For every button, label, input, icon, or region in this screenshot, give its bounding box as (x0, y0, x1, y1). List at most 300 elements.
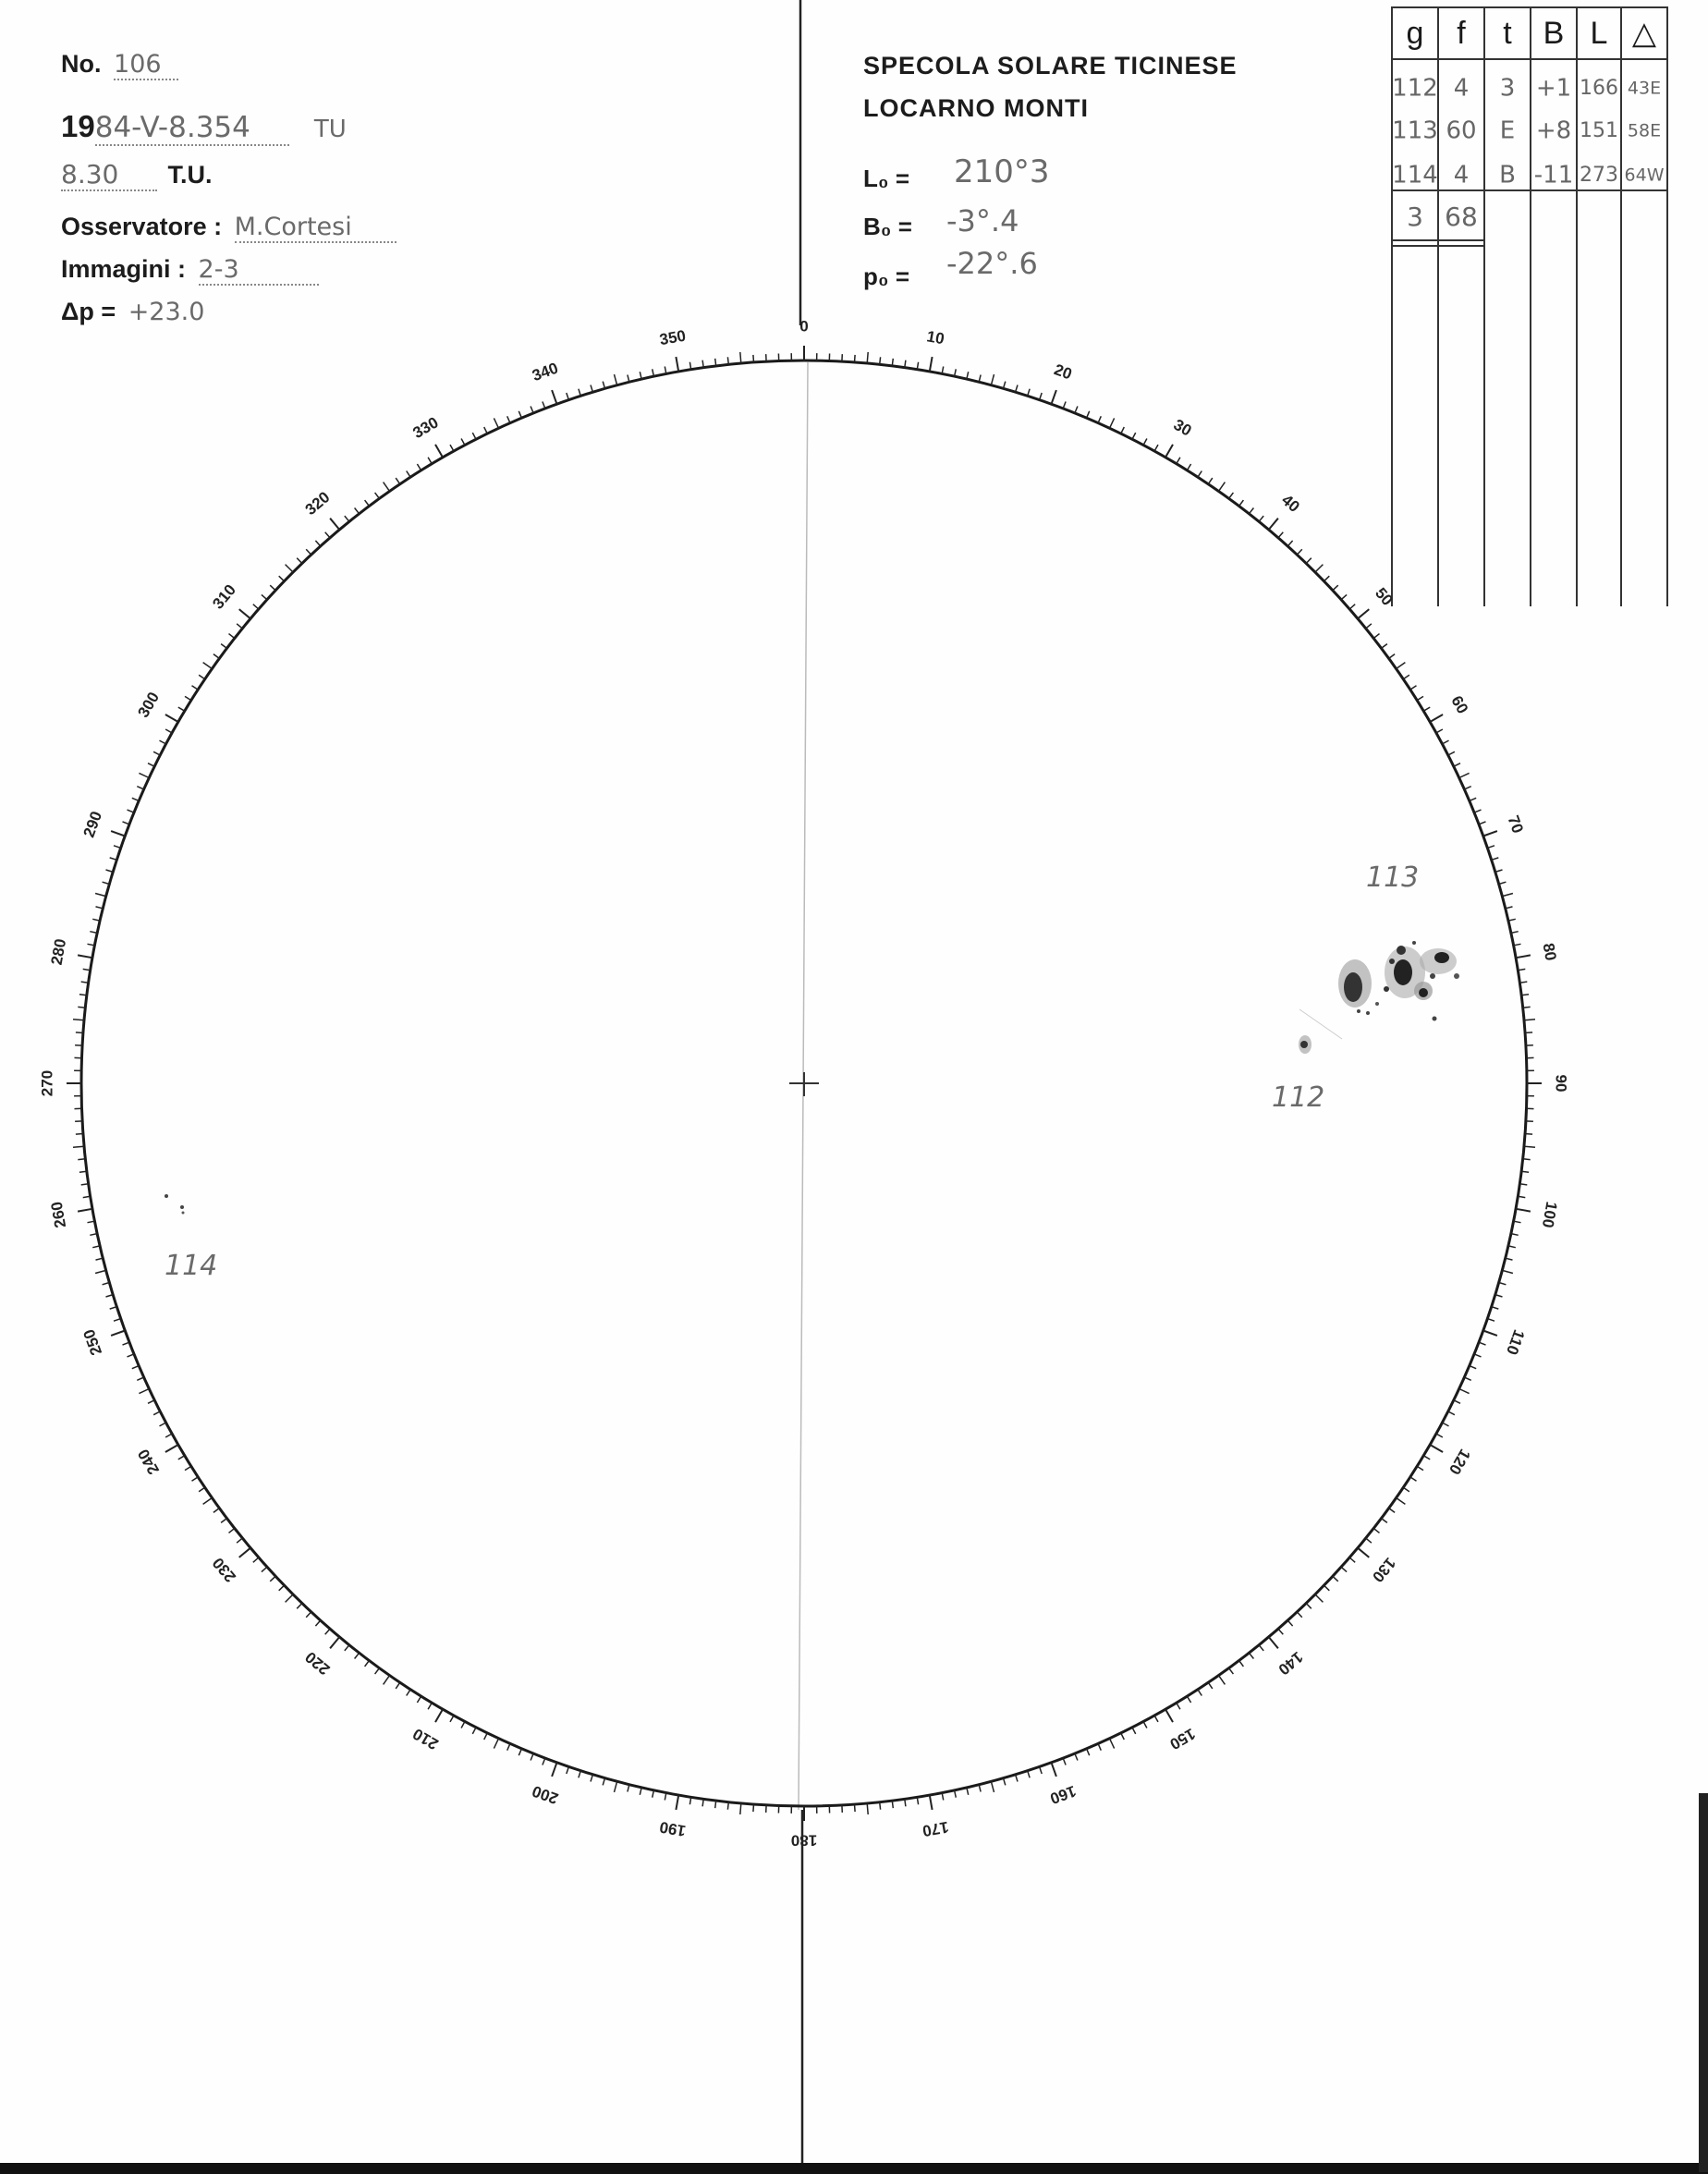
degree-tick (1508, 1246, 1516, 1248)
degree-tick (1087, 411, 1090, 418)
degree-tick (1516, 955, 1531, 958)
degree-tick (1366, 1538, 1372, 1543)
table-cell: 4 (1453, 74, 1470, 103)
degree-tick (1075, 407, 1078, 413)
degree-tick (123, 822, 129, 824)
degree-tick (221, 1519, 226, 1523)
degree-tick (315, 1620, 320, 1626)
degree-tick (967, 372, 969, 379)
degree-tick (1269, 519, 1278, 530)
degree-tick (1208, 1682, 1213, 1689)
degree-tick (991, 374, 994, 385)
degree-tick (375, 493, 380, 498)
degree-tick (472, 1728, 476, 1734)
degree-tick (1198, 471, 1202, 478)
degree-tick (1306, 558, 1312, 564)
degree-tick (178, 1456, 185, 1460)
degree-tick (160, 740, 166, 744)
degree-tick (114, 846, 121, 849)
degree-tick (199, 675, 205, 679)
degree-tick (1436, 1434, 1443, 1437)
degree-tick (428, 1703, 432, 1709)
degree-tick (153, 751, 160, 755)
degree-tick (855, 355, 856, 362)
degree-tick (1366, 624, 1372, 629)
degree-tick (484, 427, 488, 434)
table-cell: 151 (1580, 119, 1618, 142)
degree-tick (192, 686, 199, 690)
degree-tick (148, 1400, 154, 1404)
degree-tick (345, 516, 349, 521)
degree-tick (1525, 1032, 1532, 1033)
degree-tick (1483, 1331, 1497, 1336)
degree-tick (114, 1319, 121, 1322)
degree-tick (472, 433, 476, 439)
degree-tick (384, 482, 390, 492)
delta-p-value: +23.0 (128, 298, 205, 326)
degree-tick (1187, 464, 1190, 470)
degree-tick (286, 565, 293, 572)
degree-tick (640, 1788, 641, 1795)
degree-tick (253, 605, 259, 609)
degree-tick (1502, 1270, 1513, 1273)
degree-tick (1177, 458, 1180, 464)
degree-tick (552, 390, 556, 404)
degree-tick (1417, 1466, 1423, 1470)
degree-tick (384, 1676, 390, 1685)
angle-label: 330 (409, 413, 442, 443)
table-cell: 114 (1392, 161, 1438, 189)
degree-tick (1198, 1690, 1202, 1696)
degree-tick (1479, 1342, 1485, 1345)
degree-tick (237, 624, 242, 629)
angle-label: 100 (1538, 1200, 1561, 1229)
angle-label: 120 (1445, 1446, 1474, 1478)
degree-tick (1259, 516, 1263, 521)
table-cell: 112 (1392, 74, 1438, 103)
degree-tick (1389, 1508, 1395, 1513)
angle-label: 340 (530, 359, 561, 385)
degree-tick (1430, 714, 1443, 722)
degree-tick (330, 519, 339, 530)
angle-label: 160 (1047, 1781, 1079, 1808)
degree-tick (967, 1788, 969, 1795)
degree-tick (1229, 493, 1234, 498)
degree-tick (1333, 1576, 1338, 1582)
data-table-text (1392, 16, 1665, 232)
degree-tick (867, 1803, 868, 1814)
degree-tick (531, 1753, 533, 1760)
observer-label: Osservatore : (61, 213, 223, 240)
table-cell: 273 (1580, 164, 1618, 187)
degree-tick (325, 1629, 330, 1634)
degree-tick (1341, 1567, 1347, 1571)
degree-tick (229, 1528, 235, 1533)
observer-value: M.Cortesi (235, 213, 396, 243)
degree-tick (1287, 1620, 1292, 1626)
degree-tick (435, 1709, 443, 1722)
degree-tick (567, 393, 569, 400)
degree-tick (1403, 1487, 1409, 1492)
degree-tick (1382, 644, 1387, 649)
angle-label: 200 (530, 1781, 561, 1808)
degree-tick (1269, 1637, 1278, 1648)
angle-label: 280 (47, 937, 70, 967)
degree-tick (979, 1785, 981, 1792)
degree-tick (1349, 1557, 1355, 1562)
time-suffix: T.U. (167, 161, 213, 189)
degree-tick (1154, 445, 1158, 451)
degree-tick (1410, 1477, 1417, 1481)
degree-tick (76, 1032, 83, 1033)
degree-tick (753, 355, 754, 362)
table-header-cell: g (1406, 15, 1424, 51)
degree-tick (435, 445, 443, 458)
pencil-guide-mark (1299, 1009, 1342, 1039)
degree-tick (1397, 1498, 1406, 1505)
degree-tick (417, 1696, 421, 1703)
degree-tick (355, 508, 360, 514)
table-cell: E (1499, 116, 1516, 145)
degree-tick (1448, 751, 1455, 755)
date-value: 84-V-8.354 (95, 111, 289, 146)
degree-tick (270, 1576, 275, 1582)
degree-tick (407, 471, 410, 478)
p0-value: -22°.6 (946, 246, 1038, 281)
degree-tick (979, 375, 981, 383)
table-total-cell: 3 (1407, 202, 1423, 232)
angle-label: 30 (1170, 415, 1195, 440)
degree-tick (237, 1538, 242, 1543)
degree-tick (123, 1342, 129, 1345)
degree-tick (1208, 478, 1213, 484)
table-total-cell: 68 (1445, 202, 1478, 232)
table-cell: -11 (1533, 161, 1574, 189)
degree-tick (1075, 1753, 1078, 1760)
degree-tick (1278, 532, 1283, 538)
degree-tick (1121, 427, 1125, 434)
angle-label: 260 (47, 1200, 70, 1229)
degree-tick (1464, 787, 1470, 789)
degree-tick (867, 352, 868, 363)
degree-tick (1098, 416, 1101, 422)
degree-tick (461, 439, 465, 446)
degree-tick (880, 357, 881, 364)
degree-tick (297, 558, 302, 564)
degree-tick (1229, 1668, 1234, 1674)
degree-tick (1487, 846, 1494, 849)
angle-label: 110 (1503, 1327, 1529, 1358)
degree-tick (76, 1134, 83, 1135)
degree-tick (132, 798, 139, 800)
date-suffix: TU (313, 116, 347, 143)
angle-label: 170 (921, 1817, 950, 1840)
angle-label: 180 (790, 1831, 818, 1850)
table-cell: 43E (1627, 78, 1662, 99)
group-label-114: 114 (165, 1250, 218, 1282)
degree-tick (1239, 500, 1244, 506)
degree-tick (139, 773, 149, 777)
institution-line1: SPECOLA SOLARE TICINESE (863, 52, 1238, 79)
degree-tick (78, 1007, 85, 1008)
degree-tick (715, 359, 716, 366)
angle-label: 40 (1278, 491, 1303, 516)
degree-tick (1187, 1696, 1190, 1703)
scan-bottom-edge (0, 2163, 1708, 2174)
degree-tick (531, 407, 533, 413)
degree-tick (676, 1795, 678, 1810)
delta-p-label: Δp = (61, 298, 116, 325)
sunspot-group-113 (1338, 941, 1459, 1021)
degree-tick (1430, 1445, 1443, 1452)
degree-tick (1297, 549, 1302, 555)
degree-tick (892, 1801, 893, 1808)
degree-tick (270, 585, 275, 591)
degree-tick (1487, 1319, 1494, 1322)
degree-tick (880, 1802, 881, 1810)
angle-label: 250 (79, 1326, 106, 1358)
degree-tick (628, 375, 629, 383)
degree-tick (991, 1781, 994, 1792)
degree-tick (1454, 763, 1460, 767)
degree-tick (214, 1508, 219, 1513)
sheet-number-value: 106 (114, 50, 178, 80)
degree-tick (325, 532, 330, 538)
degree-tick (450, 445, 454, 451)
sunspot-group-114 (165, 1194, 185, 1215)
degree-tick (165, 714, 178, 722)
degree-tick (111, 1331, 125, 1336)
degree-tick (676, 357, 678, 372)
degree-tick (185, 696, 191, 700)
degree-tick (1521, 1171, 1529, 1172)
degree-tick (543, 402, 545, 409)
degree-tick (95, 1270, 106, 1273)
degree-tick (461, 1722, 465, 1728)
degree-tick (1154, 1716, 1158, 1722)
degree-tick (930, 1795, 933, 1810)
degree-tick (1341, 594, 1347, 599)
degree-tick (1052, 1763, 1056, 1777)
degree-tick (1110, 418, 1115, 428)
degree-tick (552, 1763, 556, 1777)
degree-tick (1333, 585, 1338, 591)
degree-tick (1349, 605, 1355, 609)
angle-label: 50 (1372, 584, 1397, 609)
degree-tick (1315, 565, 1323, 572)
degree-tick (615, 374, 617, 385)
table-header-cell: L (1590, 15, 1608, 51)
degree-tick (214, 654, 219, 659)
degree-tick (306, 1612, 311, 1618)
degree-tick (1459, 1389, 1470, 1394)
degree-tick (1454, 1400, 1460, 1404)
degree-tick (297, 1604, 302, 1609)
angle-label: 230 (209, 1554, 240, 1586)
degree-tick (279, 576, 285, 581)
degree-tick (279, 1585, 285, 1591)
B0-label: B₀ = (863, 213, 912, 240)
degree-tick (132, 1366, 139, 1369)
degree-tick (1459, 773, 1470, 777)
degree-tick (239, 609, 250, 618)
degree-tick (1324, 1585, 1330, 1591)
L0-label: L₀ = (863, 165, 910, 192)
degree-tick (1040, 393, 1043, 400)
degree-tick (1525, 1134, 1532, 1135)
table-header-cell: B (1543, 15, 1565, 51)
degree-tick (715, 1801, 716, 1808)
degree-tick (92, 1246, 100, 1248)
degree-tick (1132, 1728, 1136, 1734)
degree-tick (1052, 390, 1056, 404)
degree-tick (79, 1171, 87, 1172)
degree-tick (1464, 1377, 1470, 1380)
degree-tick (1436, 729, 1443, 733)
degree-tick (396, 1682, 400, 1689)
degree-tick (1259, 1645, 1263, 1651)
sunspot-group-112 (1299, 1035, 1312, 1054)
degree-tick (96, 1258, 104, 1260)
degree-tick (543, 1758, 545, 1765)
degree-tick (1506, 1258, 1513, 1260)
degree-tick (407, 1690, 410, 1696)
degree-tick (628, 1785, 629, 1792)
table-cell: 60 (1446, 116, 1477, 145)
degree-tick (185, 1466, 191, 1470)
degree-tick (1443, 740, 1449, 744)
degree-tick (1443, 1423, 1449, 1426)
degree-tick (78, 1159, 85, 1160)
degree-tick (892, 359, 893, 366)
degree-tick (753, 1804, 754, 1812)
degree-tick (153, 1411, 160, 1415)
degree-tick (1474, 1354, 1481, 1357)
degree-tick (178, 707, 185, 711)
degree-tick (1297, 1612, 1302, 1618)
degree-tick (160, 1423, 166, 1426)
degree-tick (1040, 1766, 1043, 1774)
degree-tick (262, 594, 267, 599)
degree-tick (128, 1354, 134, 1357)
degree-tick (1278, 1629, 1283, 1634)
degree-tick (92, 919, 100, 921)
degree-tick (1063, 402, 1066, 409)
angle-label: 310 (209, 580, 240, 613)
degree-tick (1063, 1758, 1066, 1765)
degree-tick (1423, 707, 1430, 711)
degree-tick (203, 1498, 213, 1505)
angle-label: 240 (134, 1446, 164, 1478)
degree-tick (165, 1445, 178, 1452)
degree-tick (365, 500, 370, 506)
degree-tick (375, 1668, 380, 1674)
degree-tick (396, 478, 400, 484)
degree-tick (1110, 1739, 1115, 1749)
degree-tick (128, 810, 134, 812)
degree-tick (1524, 1146, 1535, 1147)
degree-tick (1358, 609, 1369, 618)
degree-tick (165, 1434, 172, 1437)
table-header-cell: t (1503, 15, 1512, 51)
degree-tick (450, 1716, 454, 1722)
degree-tick (428, 458, 432, 464)
degree-tick (518, 1749, 521, 1755)
degree-tick (567, 1766, 569, 1774)
degree-tick (1165, 445, 1173, 458)
degree-tick (239, 1548, 250, 1557)
degree-tick (1523, 1007, 1531, 1008)
institution-line2: LOCARNO MONTI (863, 94, 1089, 122)
table-cell: 4 (1453, 161, 1470, 189)
degree-tick (1403, 675, 1409, 679)
degree-tick (1143, 1722, 1147, 1728)
degree-tick (96, 907, 104, 909)
degree-tick (1479, 822, 1485, 824)
degree-tick (262, 1567, 267, 1571)
degree-tick (417, 464, 421, 470)
degree-tick (1448, 1411, 1455, 1415)
degree-tick (1358, 1548, 1369, 1557)
degree-tick (315, 541, 320, 546)
degree-tick (1516, 1209, 1531, 1212)
degree-tick (1132, 433, 1136, 439)
degree-tick (1389, 654, 1395, 659)
degree-tick (221, 644, 226, 649)
table-header-cell: f (1457, 15, 1466, 51)
degree-tick (1373, 634, 1379, 639)
degree-tick (137, 1377, 143, 1380)
angle-label: 90 (1552, 1074, 1570, 1093)
degree-tick (148, 763, 154, 767)
degree-tick (229, 634, 235, 639)
degree-tick (306, 549, 311, 555)
table-cell: 64W (1624, 165, 1665, 186)
time-value: 8.30 (61, 159, 157, 191)
sheet-number-label: No. (61, 50, 102, 78)
table-cell: 58E (1627, 120, 1662, 141)
angle-label: 10 (925, 327, 946, 348)
degree-tick (1098, 1743, 1101, 1750)
degree-tick (1249, 508, 1253, 514)
angle-label: 270 (38, 1069, 56, 1097)
degree-tick (1382, 1519, 1387, 1523)
degree-tick (1249, 1653, 1253, 1658)
degree-tick (330, 1637, 339, 1648)
degree-tick (78, 1209, 92, 1212)
degree-tick (1474, 810, 1481, 812)
degree-tick (1324, 576, 1330, 581)
degree-tick (73, 1146, 84, 1147)
degree-tick (727, 1802, 728, 1810)
table-cell: +1 (1535, 74, 1572, 103)
angle-label: 210 (409, 1724, 442, 1753)
degree-tick (1143, 439, 1147, 446)
degree-tick (1087, 1749, 1090, 1755)
table-cell: B (1499, 161, 1516, 189)
degree-tick (286, 1594, 293, 1602)
degree-tick (930, 357, 933, 372)
degree-tick (95, 894, 106, 897)
degree-tick (855, 1804, 856, 1812)
table-cell: +8 (1535, 116, 1572, 145)
degree-tick (640, 372, 641, 379)
degree-tick (111, 831, 125, 836)
degree-tick (1177, 1703, 1180, 1709)
scan-right-edge (1699, 1793, 1708, 2172)
date-year-prefix: 19 (61, 109, 95, 143)
degree-tick (494, 418, 498, 428)
